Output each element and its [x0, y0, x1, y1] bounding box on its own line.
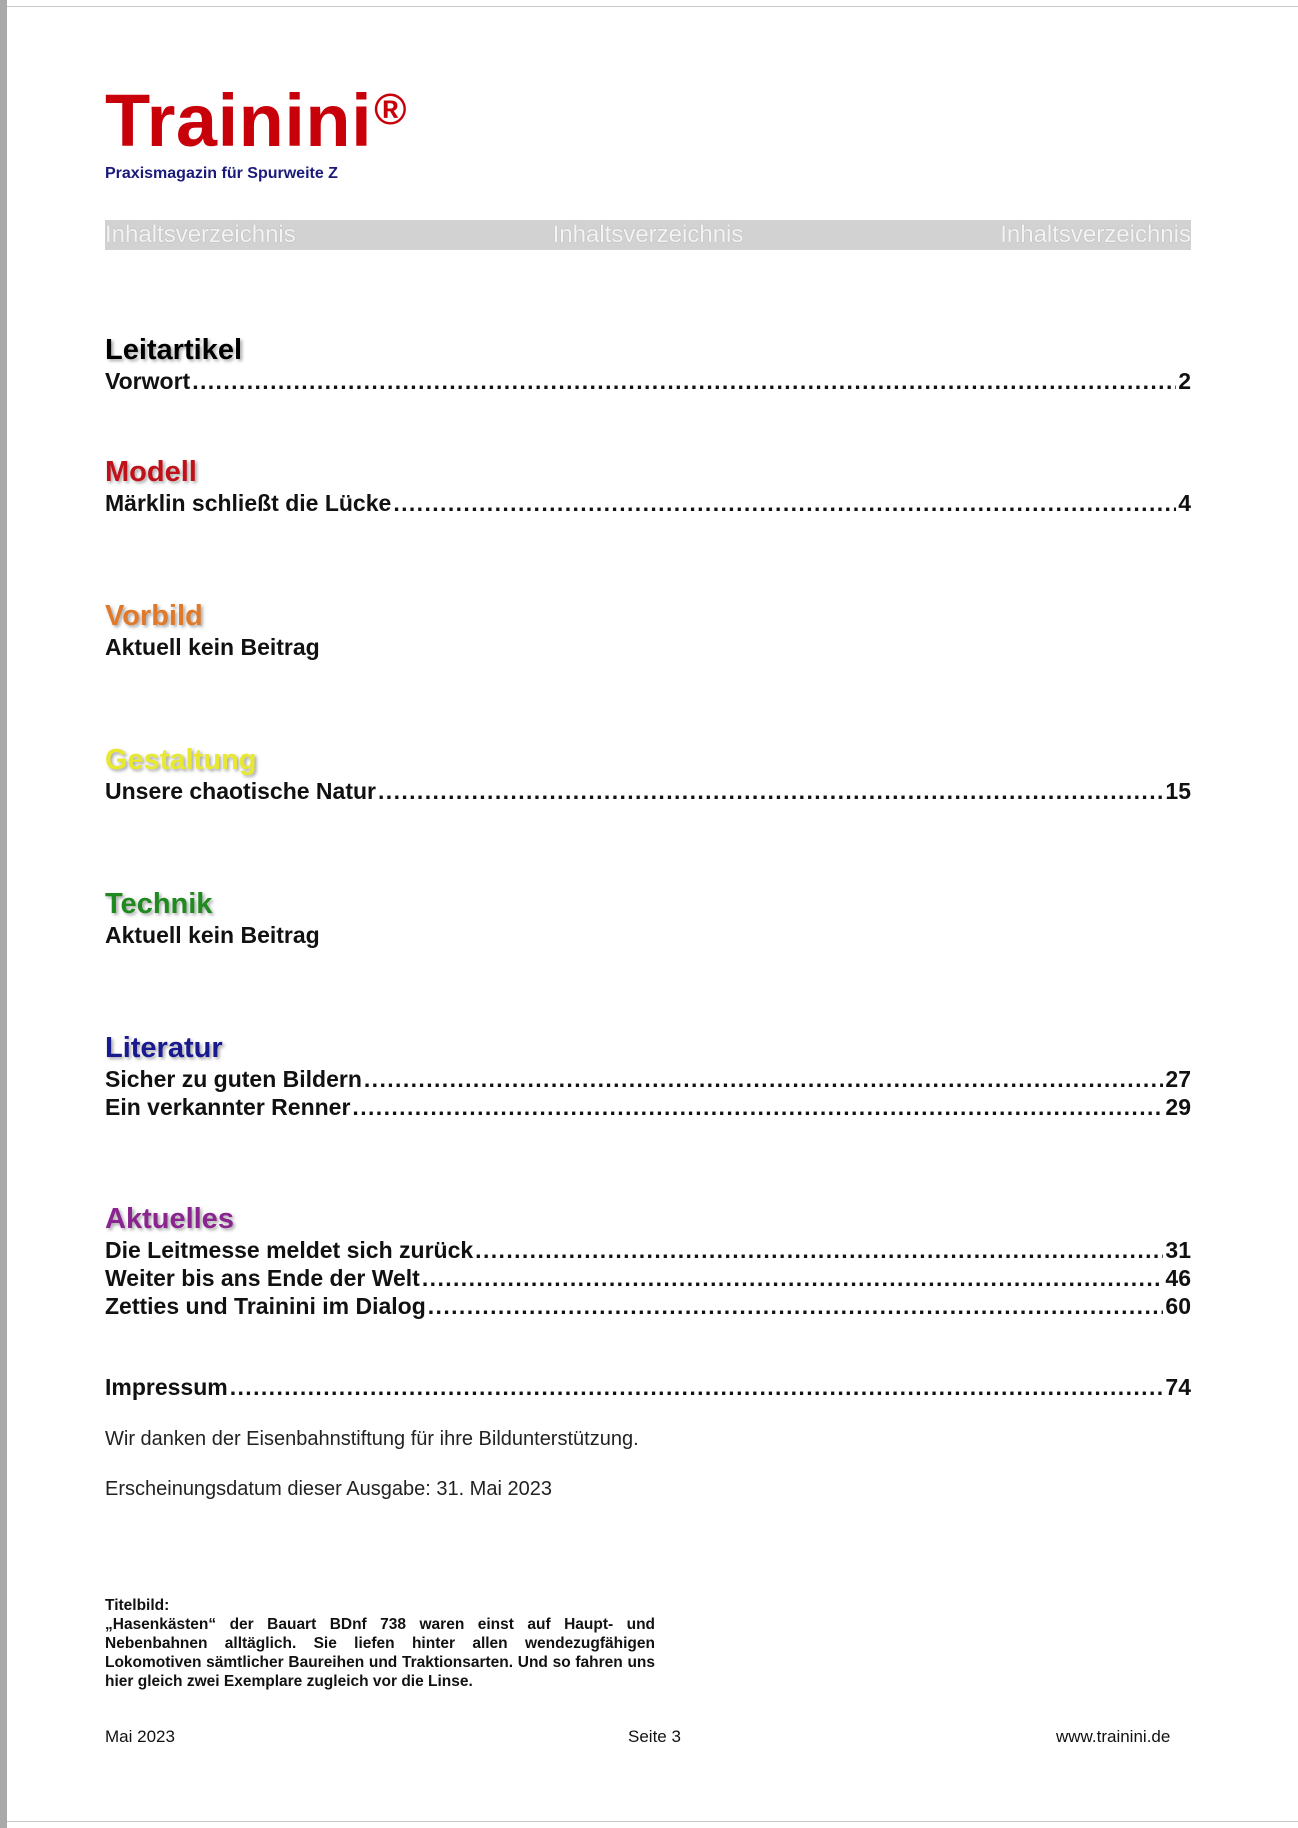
- entry-title: Ein verkannter Renner: [105, 1094, 351, 1120]
- leader-dots: [378, 777, 1163, 805]
- leader-dots: [422, 1264, 1164, 1292]
- section-heading: Technik: [105, 888, 213, 920]
- leader-dots: [364, 1065, 1164, 1093]
- section-heading: Vorbild: [105, 600, 203, 632]
- trainini-logo: Trainini®: [105, 79, 408, 162]
- leader-dots: [393, 489, 1176, 517]
- banner-text-center: Inhaltsverzeichnis: [552, 221, 744, 248]
- leader-dots: [475, 1236, 1163, 1264]
- section-vorbild: [105, 599, 1191, 661]
- section-heading: Modell: [105, 456, 197, 488]
- page-left-border: [0, 0, 7, 1828]
- footer-page-number: Seite 3: [628, 1727, 681, 1746]
- section-technik: [105, 887, 1191, 949]
- entry-title: Weiter bis ans Ende der Welt: [105, 1265, 420, 1291]
- leader-dots: [192, 367, 1176, 395]
- toc-entry[interactable]: [105, 367, 1191, 395]
- section-heading: Leitartikel: [105, 334, 242, 366]
- release-date-note: Erscheinungsdatum dieser Ausgabe: 31. Mai 2023: [105, 1478, 552, 1500]
- entry-page: 46: [1165, 1265, 1191, 1291]
- section-impressum: [105, 1373, 1191, 1401]
- entry-title: Zetties und Trainini im Dialog: [105, 1293, 426, 1319]
- page-bottom-border: [7, 1821, 1298, 1822]
- banner-text-right: Inhaltsverzeichnis: [1000, 221, 1191, 248]
- page-top-border: [7, 6, 1298, 7]
- toc-banner: [105, 220, 1191, 250]
- section-gestaltung: [105, 743, 1191, 805]
- entry-page: 27: [1165, 1066, 1191, 1092]
- entry-page: 29: [1165, 1094, 1191, 1120]
- toc-entry[interactable]: [105, 1093, 1191, 1121]
- leader-dots: [428, 1292, 1164, 1320]
- magazine-subtitle: Praxismagazin für Spurweite Z: [105, 165, 338, 182]
- section-heading: Literatur: [105, 1032, 223, 1064]
- banner-text-left: Inhaltsverzeichnis: [105, 221, 296, 248]
- leader-dots: [352, 1093, 1163, 1121]
- no-article-note: Aktuell kein Beitrag: [105, 922, 320, 948]
- entry-page: 15: [1165, 778, 1191, 804]
- toc-entry[interactable]: [105, 1373, 1191, 1401]
- thanks-note: Wir danken der Eisenbahnstiftung für ihre Bildunterstützung.: [105, 1428, 639, 1450]
- toc-entry[interactable]: [105, 489, 1191, 517]
- section-heading: Aktuelles: [105, 1203, 234, 1235]
- section-leitartikel: [105, 333, 1191, 395]
- toc-entry[interactable]: [105, 1236, 1191, 1264]
- entry-title: Unsere chaotische Natur: [105, 778, 376, 804]
- leader-dots: [230, 1373, 1164, 1401]
- toc-entry[interactable]: [105, 1264, 1191, 1292]
- footer-website[interactable]: www.trainini.de: [1056, 1727, 1171, 1746]
- footer-date: Mai 2023: [105, 1727, 175, 1746]
- entry-page: 4: [1178, 490, 1191, 516]
- toc-entry[interactable]: [105, 1292, 1191, 1320]
- toc-entry[interactable]: [105, 1065, 1191, 1093]
- entry-title: Märklin schließt die Lücke: [105, 490, 392, 516]
- entry-title: Vorwort: [105, 368, 191, 394]
- cover-caption-label: Titelbild:: [105, 1597, 170, 1614]
- entry-page: 74: [1165, 1374, 1191, 1400]
- section-heading: Gestaltung: [105, 744, 257, 776]
- section-aktuelles: [105, 1202, 1191, 1320]
- entry-page: 31: [1165, 1237, 1191, 1263]
- entry-page: 60: [1165, 1293, 1191, 1319]
- entry-title: Die Leitmesse meldet sich zurück: [105, 1237, 474, 1263]
- no-article-note: Aktuell kein Beitrag: [105, 634, 320, 660]
- section-modell: [105, 455, 1191, 517]
- cover-caption-text: „Hasenkästen“ der Bauart BDnf 738 waren einst auf Haupt- und Nebenbahnen alltäglich. Sie liefen hinter allen wendezugfähigen Lokomotiven sämtlicher Baureihen und Traktionsarten. Und so fahren uns hier gleich zwei Exemplare zugleich vor die Linse.: [105, 1616, 655, 1690]
- toc-entry[interactable]: [105, 777, 1191, 805]
- entry-page: 2: [1178, 368, 1191, 394]
- entry-title: Sicher zu guten Bildern: [105, 1066, 362, 1092]
- entry-title: Impressum: [105, 1374, 228, 1400]
- cover-caption: [105, 1596, 655, 1691]
- section-literatur: [105, 1031, 1191, 1121]
